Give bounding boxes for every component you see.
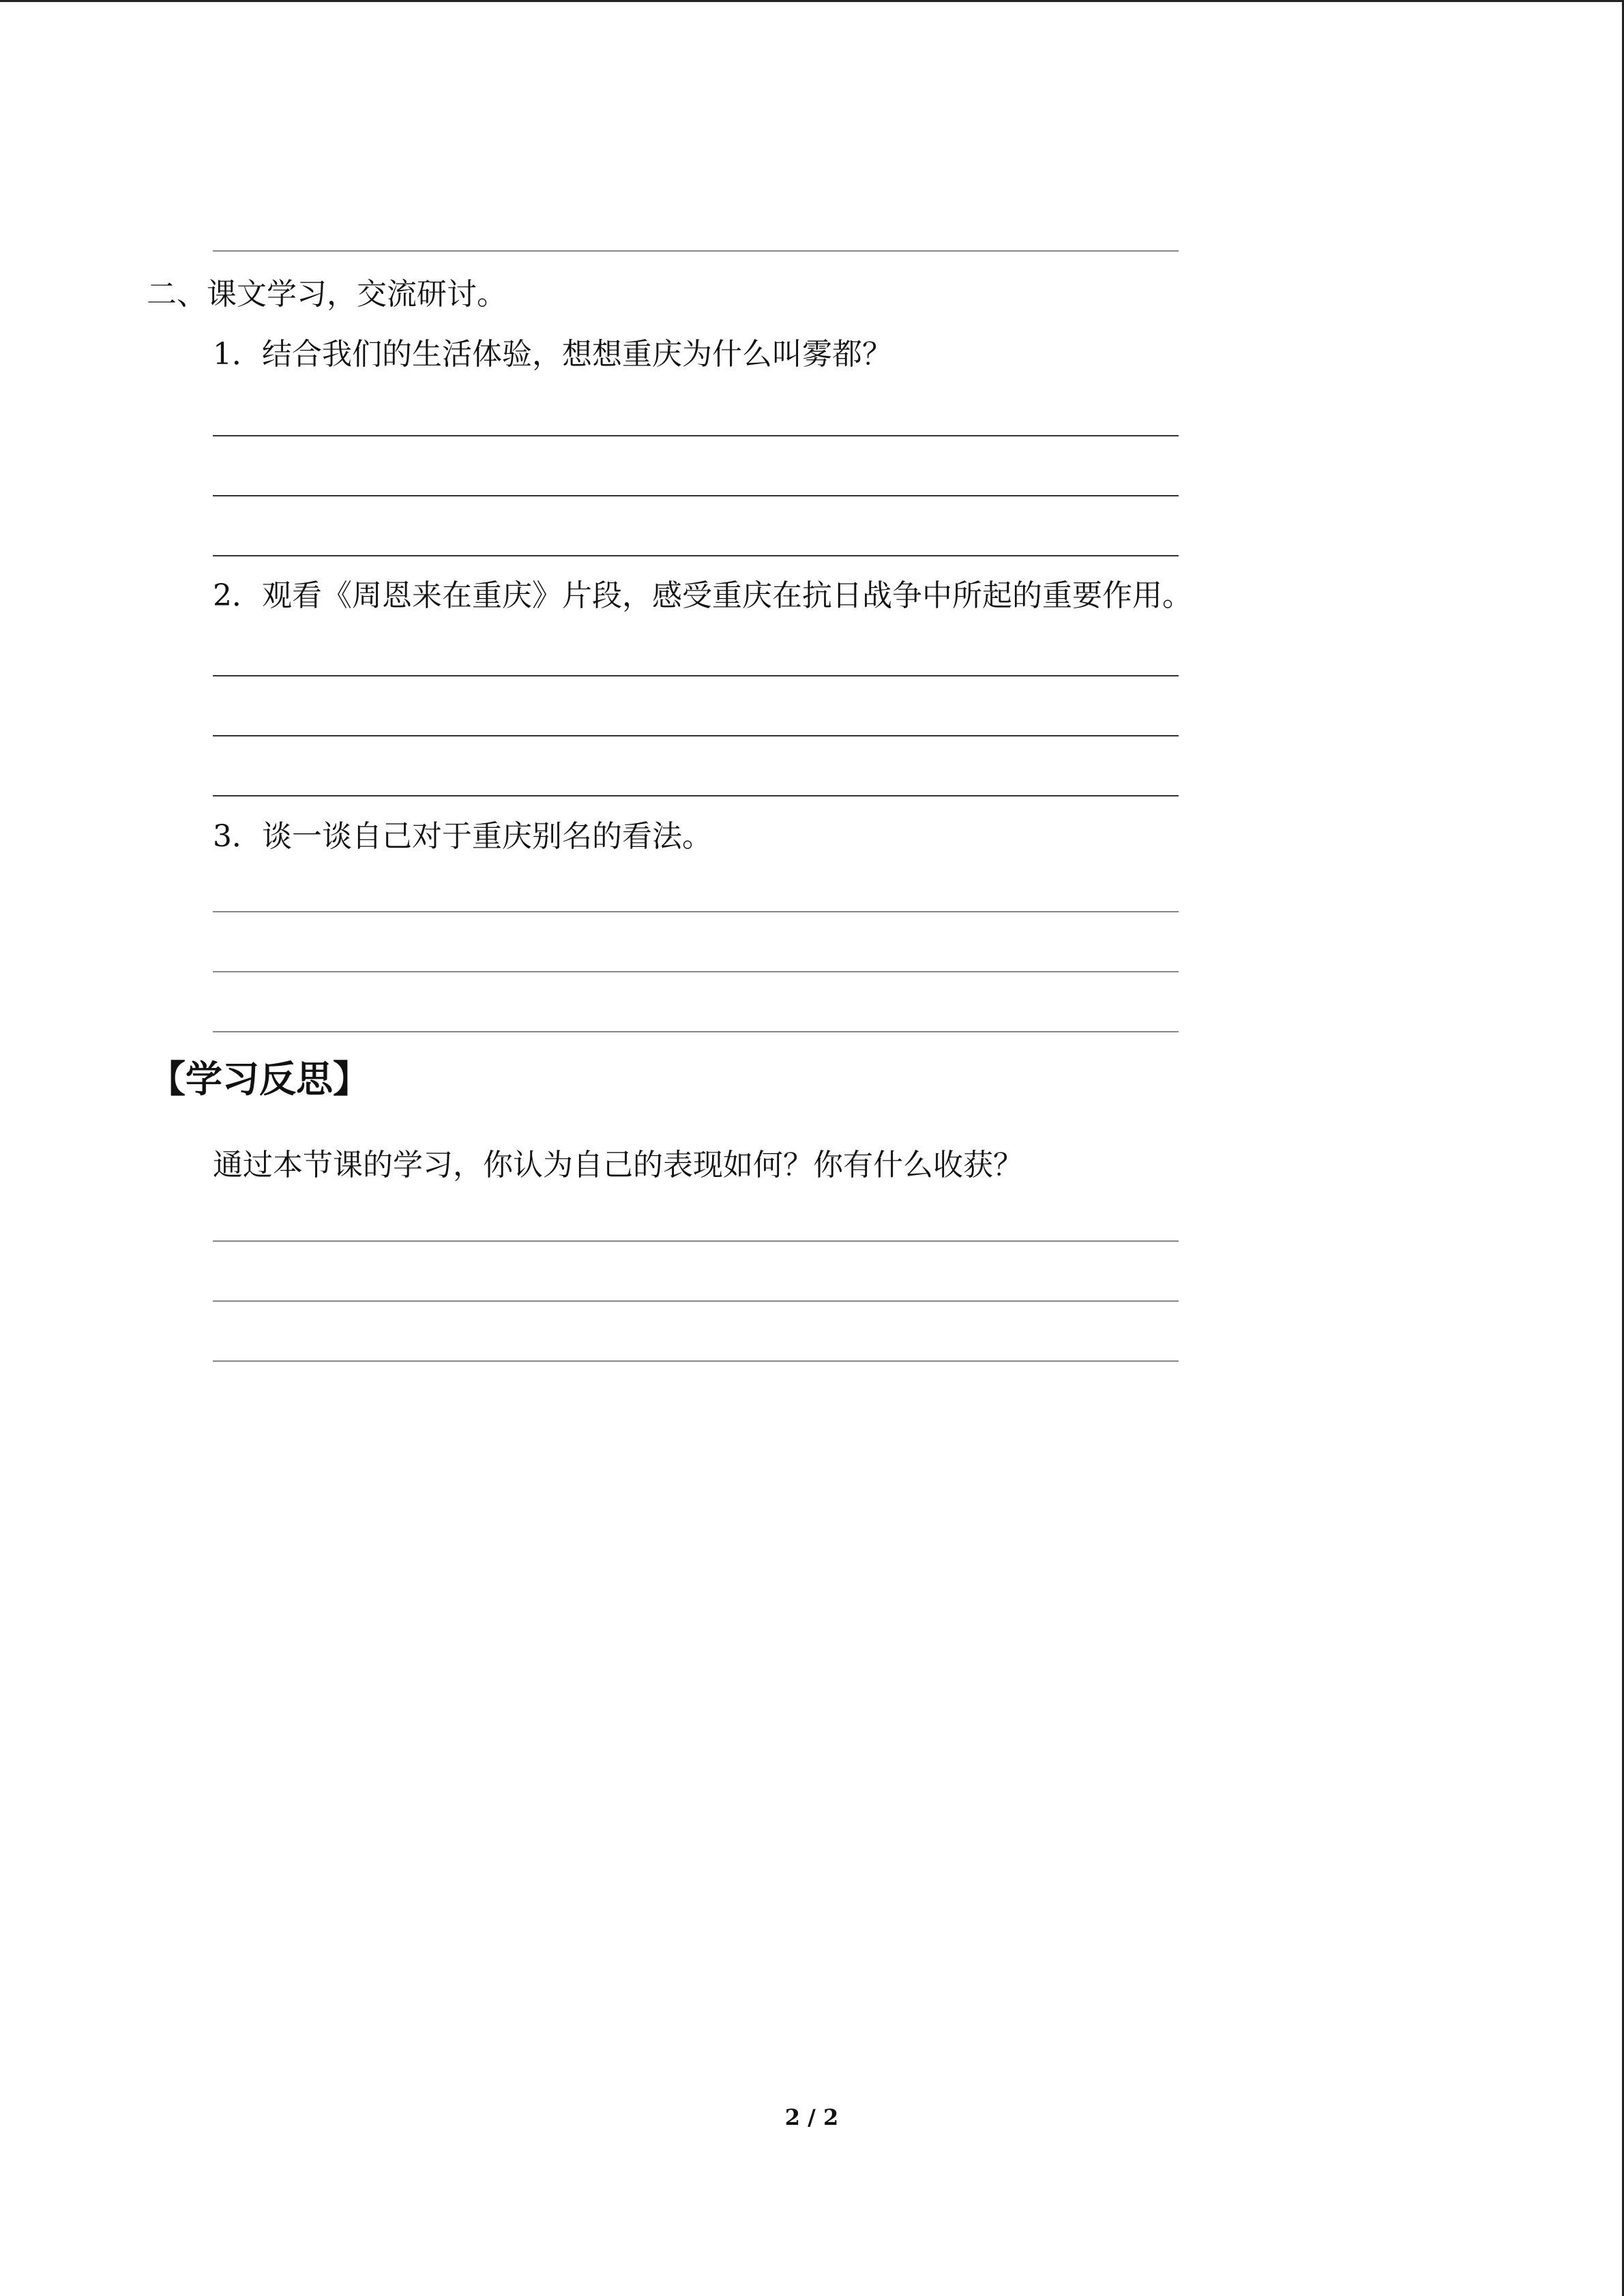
reflection-prompt: 通过本节课的学习，你认为自己的表现如何？你有什么收获？ [213,1148,1023,1182]
section-heading: 二、课文学习，交流研讨。 [147,277,507,312]
answer-line-q3-3[interactable] [213,1031,1179,1032]
reflection-title: 【学习反思】 [149,1058,370,1101]
answer-line-q2-2[interactable] [213,735,1179,736]
answer-line-q1-2[interactable] [213,495,1179,496]
answer-line-reflection-2[interactable] [213,1300,1179,1302]
answer-line-reflection-3[interactable] [213,1360,1179,1362]
answer-line-q1-3[interactable] [213,555,1179,556]
answer-line-q3-1[interactable] [213,911,1179,912]
question-2: 2．观看《周恩来在重庆》片段，感受重庆在抗日战争中所起的重要作用。 [213,578,1192,613]
page-border-top [0,0,1624,2]
question-1: 1．结合我们的生活体验，想想重庆为什么叫雾都？ [213,337,892,372]
answer-line-q1-1[interactable] [213,435,1179,436]
answer-line-q2-3[interactable] [213,795,1179,796]
question-3: 3．谈一谈自己对于重庆别名的看法。 [213,819,712,854]
answer-line-reflection-1[interactable] [213,1240,1179,1242]
answer-line-q2-1[interactable] [213,675,1179,676]
answer-line[interactable] [213,250,1179,252]
answer-line-q3-2[interactable] [213,971,1179,972]
page-number: 2 / 2 [784,2104,839,2130]
